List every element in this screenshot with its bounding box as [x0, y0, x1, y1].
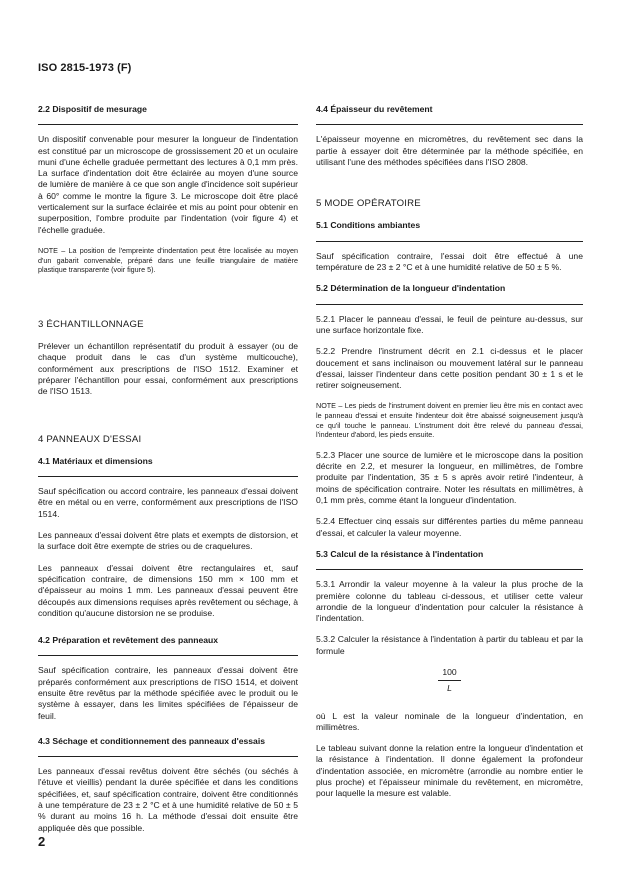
section-5-3-title: 5.3 Calcul de la résistance à l'indentation	[316, 548, 484, 559]
divider	[316, 569, 583, 570]
section-5-3-1: 5.3.1 Arrondir la valeur moyenne à la valeur la plus proche de la première colonne du tableau ci-dessous, et utiliser cette valeur arrondie de la longueur d'indentation pour calculer la résistance à l'indentation.	[316, 579, 583, 624]
section-2-2-note: NOTE – La position de l'empreinte d'indentation peut être localisée au moyen d'un gabarit convenable, préparé dans une feuille triangulaire de matière plastique transparente (voir figure 5).	[38, 245, 298, 275]
section-4-2-paragraph: Sauf spécification contraire, les panneaux d'essai doivent être préparés conformément aux prescriptions de l'ISO 1514, et doivent ensuite être revêtus par la méthode spécifiée avec le produit ou le système à essayer, dans les limites spécifiées de l'épaisseur de feuil.	[38, 665, 298, 721]
divider	[38, 655, 298, 656]
indentation-formula	[316, 667, 583, 695]
left-column	[38, 104, 298, 844]
section-5-2-2-note: NOTE – Les pieds de l'instrument doivent en premier lieu être mis en contact avec le panneau d'essai et ensuite l'indenteur doit être abaissé soigneusement jusqu'à ce qu'il touche le panneau. L'instrument doit être relevé du panneau d'essai, l'indenteur d'abord, les pieds ensuite.	[316, 401, 583, 440]
section-5-2-title: 5.2 Détermination de la longueur d'indentation	[316, 283, 506, 294]
section-4-1-paragraph-2: Les panneaux d'essai doivent être plats et exempts de distorsion, et la surface doit être exempte de stries ou de craquelures.	[38, 530, 298, 552]
section-5-2-1: 5.2.1 Placer le panneau d'essai, le feuil de peinture au-dessus, sur une surface horizontale fixe.	[316, 313, 583, 335]
formula-denominator: L	[447, 683, 452, 694]
formula-numerator: 100	[438, 667, 460, 681]
section-4-1-paragraph-3: Les panneaux d'essai doivent être rectangulaires et, sauf spécification contraire, de dimensions 150 mm × 100 mm et d'épaisseur au moins 1 mm. Les panneaux d'essai peuvent être découpés aux dimensions requises après revêtement ou séchage, à condition qu'aucune distorsion ne se produise.	[38, 562, 298, 618]
right-column	[316, 104, 583, 810]
section-3-paragraph: Prélever un échantillon représentatif du produit à essayer (ou de chaque produit dans le cas d'un système multicouche), conformément aux prescriptions de l'ISO 1512. Examiner et préparer l'échantillon pour essai, conformément aux prescriptions de l'ISO 1513.	[38, 341, 298, 397]
divider	[316, 124, 583, 125]
section-2-2-title: 2.2 Dispositif de mesurage	[38, 104, 147, 114]
standard-header: ISO 2815-1973 (F)	[38, 62, 132, 74]
divider	[316, 241, 583, 242]
section-5-3-last-paragraph: Le tableau suivant donne la relation entre la longueur d'indentation et la résistance à l'indentation. Il donne également la profondeur d'indentation associée, en micromètre (arrondie au nombre entier le plus proche) et l'épaisseur minimale du revêtement, en micromètre, pour laquelle la mesure est valable.	[316, 743, 583, 799]
divider	[38, 756, 298, 757]
section-4-1-paragraph-1: Sauf spécification ou accord contraire, les panneaux d'essai doivent être en métal ou en verre, conformément aux prescriptions de l'ISO 1514.	[38, 486, 298, 519]
section-4-3-title: 4.3 Séchage et conditionnement des panneaux d'essais	[38, 735, 265, 746]
section-5-2-3: 5.2.3 Placer une source de lumière et le microscope dans la position décrite en 2.2, et mesurer la longueur, en millimètres, de l'ombre produite par l'indentation, 35 ± 5 s après avoir retiré l'indenteur, à moins de spécification contraire. Noter les résultats en millimètres, à 0,1 mm près, comme étant la longueur d'indentation.	[316, 449, 583, 506]
divider	[38, 124, 298, 125]
section-5-1-paragraph: Sauf spécification contraire, l'essai doit être effectué à une température de 23 ± 2 °C et à une humidité relative de 50 ± 5 %.	[316, 250, 583, 273]
divider	[316, 304, 583, 305]
section-5-3-2: 5.3.2 Calculer la résistance à l'indentation à partir du tableau et par la formule	[316, 634, 583, 656]
page-number: 2	[38, 834, 46, 849]
section-4-4-title: 4.4 Épaisseur du revêtement	[316, 104, 433, 114]
section-5-2-2: 5.2.2 Prendre l'instrument décrit en 2.1 ci-dessus et le placer doucement et sans inclinaison ou mouvement latéral sur le panneau d'essai, laisser l'indenteur dans cette position pendant 30 ± 1 s et le retirer soigneusement.	[316, 346, 583, 391]
section-4-4-paragraph: L'épaisseur moyenne en micromètres, du revêtement sec dans la partie à essayer doit être déterminée par la méthode spécifiée, en utilisant l'une des méthodes spécifiées dans l'ISO 2808.	[316, 134, 583, 167]
section-4-title: 4 PANNEAUX D'ESSAI	[38, 433, 142, 445]
section-5-2-4: 5.2.4 Effectuer cinq essais sur différentes parties du même panneau d'essai, et calculer la valeur moyenne.	[316, 516, 583, 538]
section-5-1-title: 5.1 Conditions ambiantes	[316, 220, 421, 231]
divider	[38, 476, 298, 477]
section-5-title: 5 MODE OPÉRATOIRE	[316, 198, 421, 210]
formula-explanation: où L est la valeur nominale de la longueur d'indentation, en millimètres.	[316, 710, 583, 732]
section-4-3-paragraph: Les panneaux d'essai revêtus doivent être séchés (ou séchés à l'étuve et vieillis) pendant la durée spécifiée et dans les conditions spécifiées, et, sauf spécification contraire, doivent être conditionnés à une température de 23 ± 2 °C et à une humidité relative de 50 ± 5 % durant au moins 16 h. La méthode d'essai doit ensuite être appliquée dès que possible.	[38, 766, 298, 833]
section-4-2-title: 4.2 Préparation et revêtement des panneaux	[38, 635, 219, 646]
section-2-2-paragraph: Un dispositif convenable pour mesurer la longueur de l'indentation est constitué par un microscope de grossissement 20 et un oculaire muni d'une échelle graduée permettant des lectures à 0,1 mm près. La surface d'indentation doit être éclairée au moyen d'une source de lumière de manière à ce que son angle d'incidence soit supérieur à 60° comme le montre la figure 3. Le microscope doit être placé verticalement sur la surface éclairée et mis au point pour obtenir en superposition, l'ombre produite par l'indentation (voir figure 4) et l'échelle graduée.	[38, 134, 298, 235]
section-3-title: 3 ÉCHANTILLONNAGE	[38, 318, 144, 330]
formula-fraction	[438, 667, 460, 695]
section-4-1-title: 4.1 Matériaux et dimensions	[38, 455, 153, 466]
